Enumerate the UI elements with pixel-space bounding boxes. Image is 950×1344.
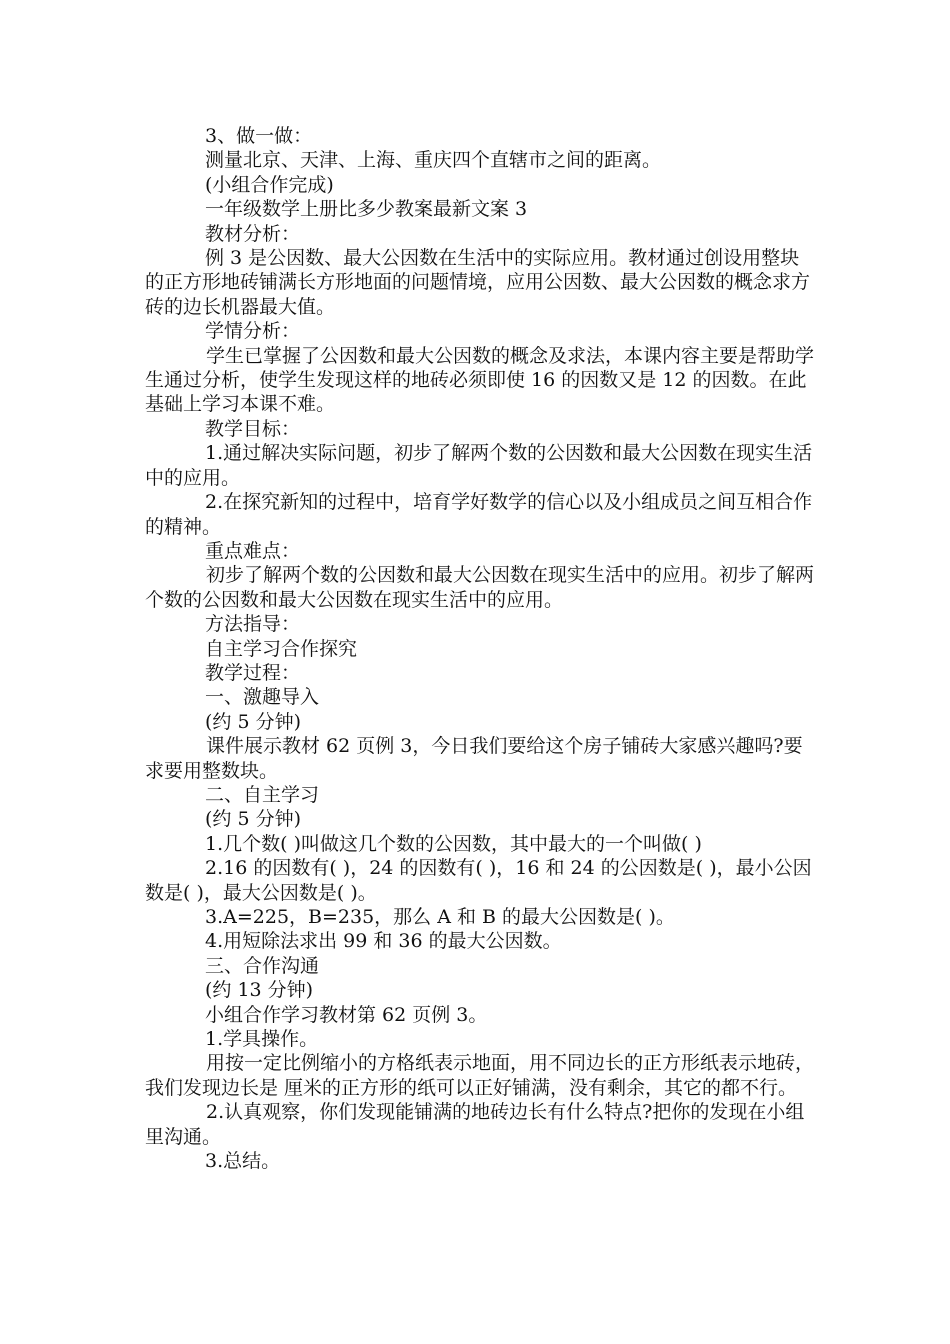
heading-textbook-analysis: 教材分析： (205, 222, 301, 245)
document-body (145, 124, 815, 1173)
list-item: 3.总结。 (205, 1150, 281, 1173)
list-item: 2.认真观察，你们发现能铺满的地砖边长有什么特点?把你的发现在小组里沟通。 (145, 1101, 805, 1148)
section-title: 一年级数学上册比多少教案最新文案 3 (205, 198, 528, 221)
paragraph: 自主学习合作探究 (205, 637, 358, 660)
heading-teaching-goals: 教学目标： (205, 417, 301, 440)
list-item: 1.几个数( )叫做这几个数的公因数，其中最大的一个叫做( ) (205, 832, 702, 855)
paragraph: 课件展示教材 62 页例 3，今日我们要给这个房子铺砖大家感兴趣吗?要求要用整数块。 (145, 735, 803, 782)
list-item: 3.A=225，B=235，那么 A 和 B 的最大公因数是( )。 (205, 906, 675, 928)
heading-key-points: 重点难点： (205, 539, 301, 562)
list-item: 2.16 的因数有( )，24 的因数有( )，16 和 24 的公因数是( )，最小公因数是( )，最大公因数是( )。 (145, 857, 812, 904)
paragraph: (约 5 分钟) (205, 808, 301, 831)
list-item: 1.学具操作。 (205, 1028, 319, 1051)
list-item: 2.在探究新知的过程中，培育学好数学的信心以及小组成员之间互相合作的精神。 (145, 491, 813, 538)
subheading: 三、合作沟通 (205, 954, 320, 977)
paragraph: (约 13 分钟) (205, 979, 314, 1002)
list-item: 4.用短除法求出 99 和 36 的最大公因数。 (205, 930, 562, 953)
paragraph: 初步了解两个数的公因数和最大公因数在现实生活中的应用。初步了解两个数的公因数和最大公因数在现实生活中的应用。 (145, 564, 815, 611)
heading-student-analysis: 学情分析： (205, 320, 301, 343)
subheading: 一、激趣导入 (205, 686, 320, 709)
subheading: 二、自主学习 (205, 783, 320, 806)
paragraph: 小组合作学习教材第 62 页例 3。 (205, 1003, 488, 1026)
paragraph: 测量北京、天津、上海、重庆四个直辖市之间的距离。 (205, 149, 662, 172)
paragraph: 用按一定比例缩小的方格纸表示地面，用不同边长的正方形纸表示地砖，我们发现边长是 厘米的正方形的纸可以正好铺满，没有剩余，其它的都不行。 (145, 1052, 815, 1099)
paragraph: 例 3 是公因数、最大公因数在生活中的实际应用。教材通过创设用整块的正方形地砖铺满长方形地面的问题情境，应用公因数、最大公因数的概念求方砖的边长机器最大值。 (145, 247, 811, 318)
paragraph: (约 5 分钟) (205, 710, 301, 733)
heading-method-guide: 方法指导： (205, 613, 301, 636)
paragraph: (小组合作完成) (205, 173, 334, 196)
heading-teaching-process: 教学过程： (205, 661, 301, 684)
paragraph: 3、做一做： (205, 125, 313, 147)
paragraph: 学生已掌握了公因数和最大公因数的概念及求法，本课内容主要是帮助学生通过分析，使学生发现这样的地砖必须即使 16 的因数又是 12 的因数。在此基础上学习本课不难。 (145, 344, 815, 416)
list-item: 1.通过解决实际问题，初步了解两个数的公因数和最大公因数在现实生活中的应用。 (145, 442, 813, 489)
